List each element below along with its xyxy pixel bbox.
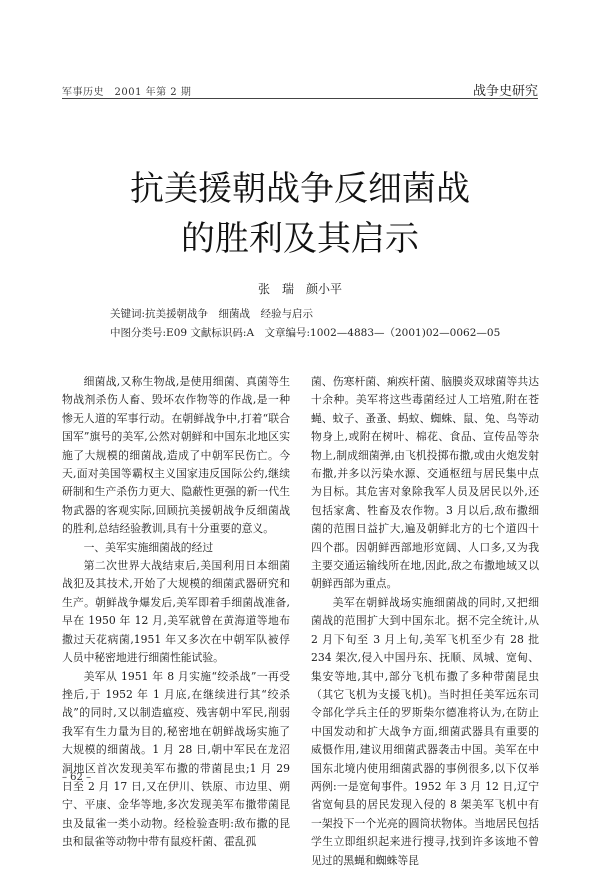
- paragraph: 美军在朝鲜战场实施细菌战的同时,又把细菌战的范围扩大到中国东北。据不完全统计,从 2 月下旬至 3 月上旬,美军飞机至少有 28 批 234 架次,侵入中国丹东、抚顺、凤城、宽甸、集安等地,其中,部分飞机布撒了多种带菌昆虫（其它飞机为支援飞机)。当时担任美军远东司令部化学兵主任的罗斯柴尔德准将认为,在防止中国发动和扩大战争方面,细菌武器具有重要的威慑作用,建议用细菌武器袭击中国。美军在中国东北境内使用细菌武器的事例很多,以下仅举两例:一是宽甸事件。1952 年 3 月 12 日,辽宁省宽甸县的居民发现入侵的 8 架美军飞机中有一架投下一个光亮的圆筒状物体。当地居民包括学生立即组织起来进行搜寻,找到许多该地不曾见过的黑蝇和蜘蛛等昆: [311, 595, 539, 867]
- running-header-journal: 军事历史 2001 年第 2 期: [62, 87, 192, 98]
- paragraph: 美军从 1951 年 8 月实施“绞杀战”一再受挫后,于 1952 年 1 月底,在继续进行其“绞杀战”的同时,又以制造瘟疫、残害朝中军民,削弱我军有生力量为目的,秘密地在朝鲜战场实施了大规模的细菌战。1 月 28 日,朝中军民在龙沼洞地区首次发现美军布撒的带菌昆虫;1 月 29 日至 2 月 17 日,又在伊川、铁原、市边里、朔宁、平康、金华等地,多次发现美军布撒带菌昆虫及鼠雀一类小动物。经检验查明:敌布撒的昆虫和鼠雀等动物中带有鼠疫杆菌、霍乱孤: [62, 669, 290, 849]
- page-number: – 62 –: [62, 772, 92, 783]
- running-header-section: 战争史研究: [472, 84, 538, 99]
- article-title-line-1: 抗美援朝战争反细菌战: [130, 169, 470, 209]
- paragraph-continued: 菌、伤寒杆菌、痢疾杆菌、脑膜炎双球菌等共达十余种。美军将这些毒菌经过人工培殖,附在苍蝇、蚊子、蚤蚤、蚂蚁、蜘蛛、鼠、兔、鸟等动物身上,或附在树叶、棉花、食品、宣传品等杂物上,制成细菌弹,由飞机投掷布撒,或由火炮发射布撒,并多以污染水源、交通枢纽与居民集中点为目标。其危害对象除我军人员及居民以外,还包括家禽、牲畜及农作物。3 月以后,敌布撒细菌的范围日益扩大,遍及朝鲜北方的七个道四十四个郡。因朝鲜西部地形宽阔、人口多,又为我主要交通运输线所在地,因此,敌之布撒地域又以朝鲜西部为重点。: [311, 375, 539, 591]
- header-rule: [62, 98, 538, 99]
- left-column: [62, 373, 290, 852]
- paragraph: 第二次世界大战结束后,美国利用日本细菌战犯及其技术,开始了大规模的细菌武器研究和生产。朝鲜战争爆发后,美军即着手细菌战准备,早在 1950 年 12 月,美军就曾在黄海道等地布撒过天花病菌,1951 年又多次在中朝军队被俘人员中秘密地进行细菌性能试验。: [62, 559, 290, 665]
- keywords: 关键词:抗美援朝战争 细菌战 经验与启示: [110, 308, 314, 320]
- section-heading: 一、美军实施细菌战的经过: [83, 540, 214, 554]
- paragraph: 细菌战,又称生物战,是使用细菌、真菌等生物战剂杀伤人畜、毁坏农作物等的作战,是一种惨无人道的军事行动。在朝鲜战争中,打着“联合国军”旗号的美军,公然对朝鲜和中国东北地区实施了大规模的细菌战,造成了中朝军民伤亡。今天,面对美国等霸权主义国家违反国际公约,继续研制和生产杀伤力更大、隐蔽性更强的新一代生物武器的客观实际,回顾抗美援朝战争反细菌战的胜利,总结经验教训,具有十分重要的意义。: [62, 375, 290, 536]
- right-column: [311, 373, 539, 870]
- authors: 张 瑞 颜小平: [257, 282, 342, 296]
- article-title-line-2: 的胜利及其启示: [181, 219, 419, 259]
- classification-line: 中图分类号:E09 文献标识码:A 文章编号:1002—4883—（2001)02—0062—05: [110, 327, 501, 339]
